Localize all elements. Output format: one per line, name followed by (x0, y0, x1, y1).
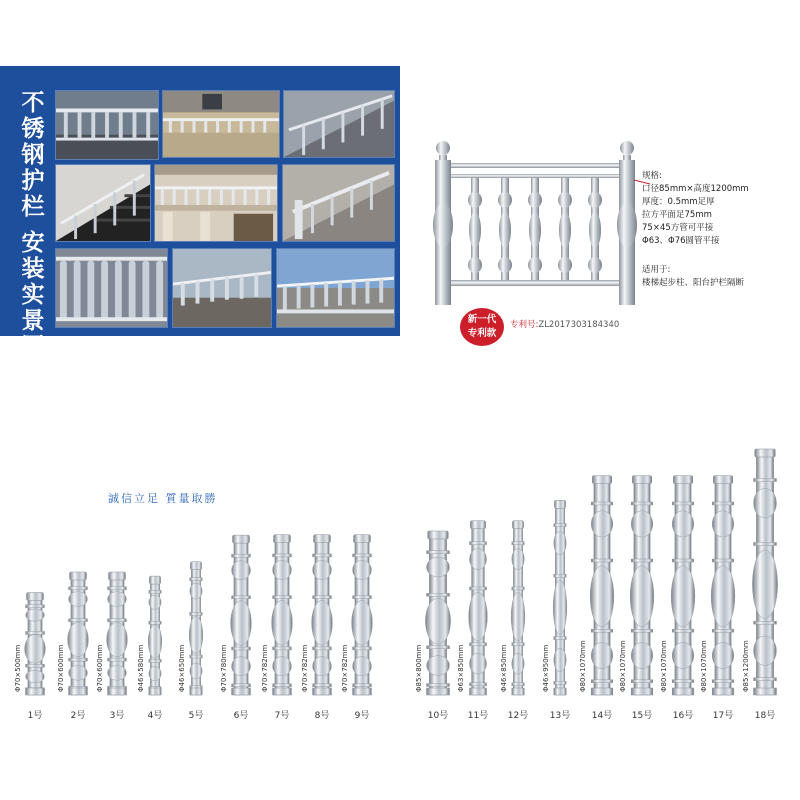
post-dim-10: Φ85×800mm (414, 644, 423, 692)
photo-long-fence (276, 248, 395, 328)
photo-stair-interior (283, 90, 395, 158)
badge-line1: 新一代 (467, 314, 497, 325)
post-dim-12: Φ46×850mm (499, 644, 508, 692)
post-label-8: 8号 (314, 711, 330, 721)
patent-label: 专利号: (510, 320, 539, 330)
photo-dark-stairs (55, 164, 151, 242)
post-9 (352, 535, 373, 695)
spec-baluster (468, 178, 482, 280)
post-8 (312, 535, 333, 695)
post-label-14: 14号 (591, 711, 613, 721)
post-12 (511, 521, 525, 695)
spec-heading: 规格: (642, 171, 662, 181)
post-dim-14: Φ80×1070mm (579, 640, 588, 692)
post-label-17: 17号 (712, 711, 734, 721)
photo-house-balcony (162, 90, 280, 158)
post-14 (590, 476, 614, 695)
post-dim-18: Φ85×1200mm (741, 640, 750, 692)
post-label-2: 2号 (70, 711, 86, 721)
post-17 (711, 476, 735, 695)
panel-title-line2: 安装实景图 (21, 230, 45, 360)
post-dim-8: Φ70×782mm (300, 644, 309, 692)
spec-baluster (558, 178, 572, 280)
post-dim-13: Φ46×950mm (541, 644, 550, 692)
post-5 (189, 562, 203, 695)
post-dim-11: Φ63×850mm (457, 644, 466, 692)
spec-line-3: 拉方平面足75mm (642, 210, 712, 220)
photo-glass-railing (55, 90, 159, 160)
post-4 (148, 576, 162, 695)
post-1 (25, 593, 46, 696)
post-11 (469, 521, 488, 695)
post-dim-17: Φ80×1070mm (700, 640, 709, 692)
post-label-7: 7号 (274, 711, 290, 721)
baluster-catalog (0, 430, 800, 730)
post-dim-6: Φ70×780mm (219, 644, 228, 692)
post-10 (425, 531, 450, 695)
photo-outdoor-fence (172, 248, 272, 328)
installation-photo-panel (0, 66, 400, 360)
post-dim-3: Φ70×600mm (95, 644, 104, 692)
post-dim-5: Φ46×650mm (177, 644, 186, 692)
post-label-4: 4号 (147, 711, 163, 721)
top-rail (450, 163, 620, 168)
second-rail (450, 174, 620, 178)
photo-rail-closeup (55, 248, 168, 328)
post-label-9: 9号 (354, 711, 370, 721)
balusters (468, 178, 602, 280)
post-label-18: 18号 (754, 711, 776, 721)
panel-title-line1: 不锈钢护栏 (21, 90, 45, 220)
spec-baluster (588, 178, 602, 280)
post-label-13: 13号 (549, 711, 571, 721)
post-18 (752, 449, 777, 695)
usage-heading: 适用于: (642, 265, 671, 275)
spec-line-5: Φ63、Φ76圆管平接 (642, 236, 720, 246)
bottom-rail (450, 280, 620, 286)
post-label-10: 10号 (427, 711, 449, 721)
post-dim-9: Φ70×782mm (340, 644, 349, 692)
new-patent-badge (460, 308, 504, 346)
post-15 (630, 476, 654, 695)
post-dim-2: Φ70×600mm (56, 644, 65, 692)
spec-line-2: 厚度：0.5mm足厚 (642, 197, 715, 207)
post-2 (68, 572, 89, 695)
usage-text: 楼梯起步柱、阳台护栏隔断 (642, 278, 745, 288)
post-label-11: 11号 (467, 711, 489, 721)
post-dim-16: Φ80×1070mm (660, 640, 669, 692)
post-label-1: 1号 (27, 711, 43, 721)
photo-villa-balcony (154, 164, 278, 242)
post-7 (272, 535, 293, 695)
panel-title (15, 90, 51, 360)
photo-stair-pillar (282, 164, 395, 242)
spec-baluster (498, 178, 512, 280)
post-dim-7: Φ70×782mm (260, 644, 269, 692)
post-label-15: 15号 (631, 711, 653, 721)
slogan: 誠信立足 質量取勝 (108, 492, 218, 505)
post-label-5: 5号 (188, 711, 204, 721)
right-end-post (617, 141, 637, 305)
spec-line-4: 75×45方管可平接 (642, 223, 714, 233)
post-label-3: 3号 (109, 711, 125, 721)
badge-line2: 专利款 (467, 328, 497, 339)
post-dim-4: Φ46×580mm (136, 644, 145, 692)
post-3 (107, 572, 128, 695)
patent-number (510, 318, 619, 330)
post-dim-15: Φ80×1070mm (619, 640, 628, 692)
post-label-16: 16号 (672, 711, 694, 721)
spec-line-1: 口径85mm×高度1200mm (642, 184, 749, 194)
post-16 (671, 476, 695, 695)
left-end-post (433, 141, 453, 305)
post-6 (231, 535, 252, 695)
post-label-12: 12号 (507, 711, 529, 721)
spec-baluster (528, 178, 542, 280)
patent-number-value: ZL2017303184340 (538, 320, 620, 330)
post-dim-1: Φ70×500mm (13, 644, 22, 692)
post-13 (553, 500, 567, 695)
post-label-6: 6号 (233, 711, 249, 721)
